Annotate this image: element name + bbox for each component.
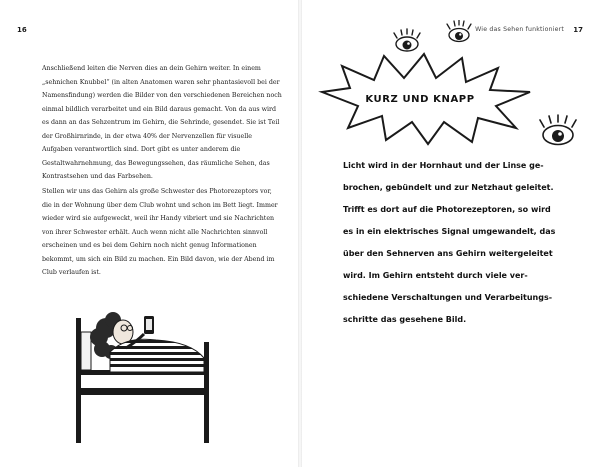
summary-line: Trifft es dort auf die Photorezeptoren, so wird [343, 205, 551, 214]
sleeping-girl-illustration [66, 292, 216, 452]
summary-line: es in ein elektrisches Signal umgewandelt, das [343, 227, 556, 236]
box-title: KURZ UND KNAPP [365, 94, 475, 105]
page-number-left: 16 [17, 26, 27, 34]
page-number-right: 17 [573, 26, 583, 34]
eye-icon [538, 114, 578, 148]
running-head: Wie das Sehen funktioniert [475, 26, 564, 33]
eye-icon [445, 20, 473, 44]
summary-line: über den Sehnerven ans Gehirn weitergeleitet [343, 249, 553, 258]
paragraph-1: Anschließend leiten die Nerven dies an dein Gehirn weiter. In einem „sehnichen Knubbel“ (in alten Anatomen waren sehr phantasievoll bei der Namensfindung) werden die Bilder von den verschiedenen Bereichen noch einmal bildlich verarbeitet und ein Bild daraus gemacht. Von da aus wird es dann an das Sehzentrum im Gehirn, die Sehrinde, gesendet. Sie ist Teil der Großhirnrinde, in der etwa 40% der Nervenzellen für visuelle Aufgaben verantwortlich sind. Dort gibt es unter anderem die Gestaltwahrnehmung, das Bewegungssehen, das räumliche Sehen, das Kontrastsehen und das Farbsehen. [42, 65, 282, 180]
summary-line: schritte das gesehene Bild. [343, 315, 467, 324]
summary-line: wird. Im Gehirn entsteht durch viele ver- [343, 271, 528, 280]
summary-line: Licht wird in der Hornhaut und der Linse ge- [343, 161, 544, 170]
body-text [42, 62, 282, 280]
summary-text [343, 155, 573, 331]
summary-line: brochen, gebündelt und zur Netzhaut geleitet. [343, 183, 554, 192]
left-page [0, 0, 298, 467]
summary-line: schiedene Verschaltungen und Verarbeitungs- [343, 293, 553, 302]
paragraph-2: Stellen wir uns das Gehirn als große Schwester des Photorezeptors vor, die in der Wohnung über dem Club wohnt und schon im Bett liegt. Immer wieder wird sie aufgeweckt, weil ihr Handy vibriert und sie Nachrichten von ihrer Schwester erhält. Auch wenn nicht alle Nachrichten sinnvoll erscheinen und es bei dem Gehirn noch nicht genug Informationen bekommt, um sich ein Bild zu machen. Ein Bild davon, wie der Abend im Club verlaufen ist. [42, 188, 278, 276]
